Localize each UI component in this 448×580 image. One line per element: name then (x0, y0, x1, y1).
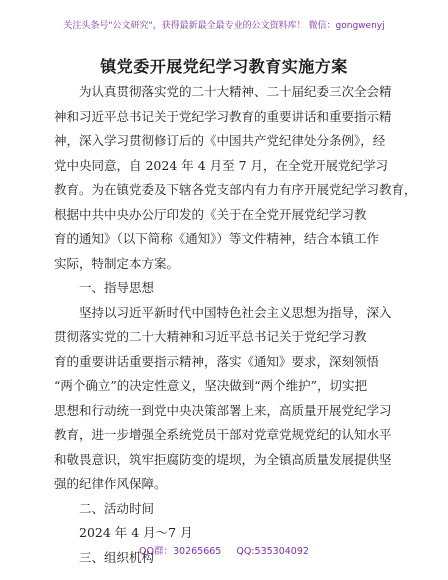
section1-line: 强的纪律作风保障。 (54, 476, 167, 491)
section1-line: “两个确立”的决定性意义，坚决做到“两个维护”，切实把 (54, 378, 368, 393)
header-banner: 关注头条号"公文研究"，获得最新最全最专业的公文资料库！ 微信：gongwenyj (63, 21, 385, 31)
intro-line: 神，深入学习贯彻修订后的《中国共产党纪律处分条例》，经 (54, 133, 386, 148)
section1-line: 思想和行动统一到党中央决策部署上来，高质量开展党纪学习 (54, 402, 392, 418)
document-title: 镇党委开展党纪学习教育实施方案 (100, 57, 348, 76)
intro-line: 党中央同意，自 2024 年 4 月至 7 月，在全党开展党纪学习 (54, 157, 389, 173)
footer-qq: QQ:535304092 (236, 546, 309, 557)
section-heading-guiding-ideology: 一、指导思想 (79, 280, 155, 295)
footer-qq-group: QQ群：30265665 (139, 546, 222, 557)
section1-line: 坚持以习近平新时代中国特色社会主义思想为指导，深入 (79, 304, 392, 320)
section-heading-activity-time: 二、活动时间 (79, 500, 155, 516)
intro-line: 育的通知》（以下简称《通知》）等文件精神，结合本镇工作 (54, 231, 380, 246)
document-body (54, 80, 417, 570)
activity-time-value: 2024 年 4 月～7 月 (79, 525, 193, 540)
section1-line: 育的重要讲话重要指示精神，落实《通知》要求，深刻领悟 (54, 353, 380, 369)
section-heading-organization: 三、组织机构 (79, 549, 155, 565)
intro-line: 神和习近平总书记关于党纪学习教育的重要讲话和重要指示精 (54, 108, 392, 124)
section1-line: 和敬畏意识，筑牢拒腐防变的堤坝，为全镇高质量发展提供坚 (54, 451, 392, 467)
intro-line: 根据中共中央办公厅印发的《关于在全党开展党纪学习教 (54, 206, 367, 222)
intro-line: 实际，特制定本方案。 (54, 255, 180, 271)
footer-contact (0, 543, 448, 557)
intro-line: 教育。为在镇党委及下辖各党支部内有力有序开展党纪学习教育， (54, 182, 417, 197)
section1-line: 教育，进一步增强全系统党员干部对党章党规党纪的认知水平 (54, 427, 392, 442)
intro-line: 为认真贯彻落实党的二十大精神、二十届纪委三次全会精 (79, 84, 392, 99)
section1-line: 贯彻落实党的二十大精神和习近平总书记关于党纪学习教 (54, 329, 367, 344)
